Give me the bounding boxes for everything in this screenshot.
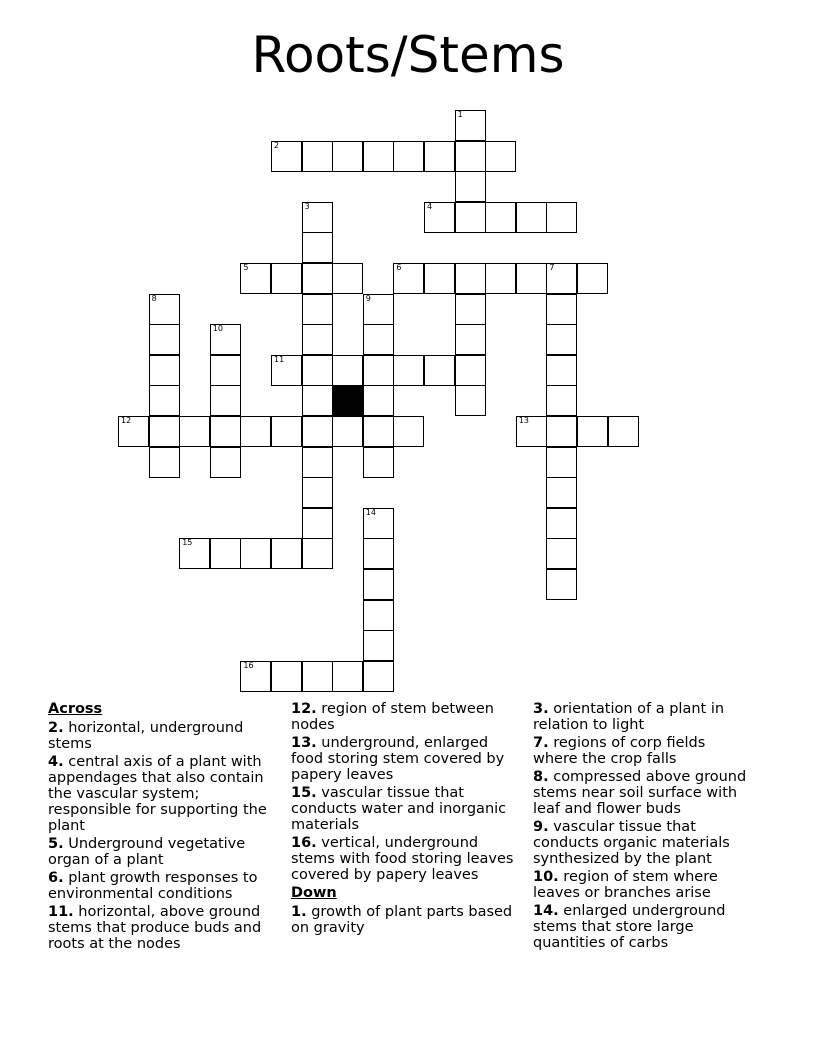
grid-cell[interactable] — [302, 263, 333, 294]
clue-number: 3. — [533, 701, 549, 717]
grid-cell[interactable] — [546, 538, 577, 569]
clue-text: horizontal, above ground stems that produce buds and roots at the nodes — [48, 904, 262, 952]
grid-cell[interactable] — [455, 355, 486, 386]
grid-cell[interactable] — [455, 202, 486, 233]
grid-cell[interactable] — [424, 263, 455, 294]
grid-cell[interactable] — [516, 263, 547, 294]
grid-cell[interactable] — [210, 538, 241, 569]
clue-number: 10. — [533, 869, 559, 885]
clue-text: vascular tissue that conducts organic materials synthesized by the plant — [533, 819, 730, 867]
down-heading: Down — [291, 885, 337, 901]
clue-number: 16. — [291, 835, 317, 851]
cell-number: 6 — [396, 263, 402, 272]
black-cell — [332, 385, 363, 416]
cell-number: 15 — [182, 538, 193, 548]
grid-cell[interactable] — [608, 416, 639, 447]
grid-cell[interactable] — [302, 355, 333, 386]
grid-cell[interactable] — [271, 538, 302, 569]
grid-cell[interactable] — [302, 294, 333, 325]
grid-cell[interactable] — [271, 263, 302, 294]
across-clue — [48, 836, 276, 868]
grid-cell[interactable] — [149, 416, 180, 447]
clue-text: horizontal, underground stems — [48, 720, 244, 752]
down-clue — [533, 869, 748, 901]
grid-cell[interactable] — [363, 385, 394, 416]
cell-number: 5 — [243, 263, 249, 272]
grid-cell[interactable] — [302, 538, 333, 569]
clue-text: growth of plant parts based on gravity — [291, 904, 513, 936]
grid-cell[interactable] — [302, 416, 333, 447]
grid-cell[interactable] — [363, 416, 394, 447]
clue-text: regions of corp fields where the crop falls — [533, 735, 706, 767]
grid-cell[interactable] — [546, 569, 577, 600]
grid-cell[interactable] — [485, 141, 516, 172]
grid-cell[interactable] — [302, 385, 333, 416]
grid-cell[interactable] — [393, 141, 424, 172]
across-clue — [48, 904, 276, 952]
across-clue — [291, 835, 517, 883]
grid-cell[interactable] — [149, 385, 180, 416]
clue-number: 2. — [48, 720, 64, 736]
clue-text: plant growth responses to environmental conditions — [48, 870, 258, 902]
cell-number: 16 — [243, 660, 254, 670]
clue-number: 15. — [291, 785, 317, 801]
down-clue — [533, 701, 748, 733]
grid-cell[interactable] — [271, 355, 302, 386]
grid-cell[interactable] — [149, 324, 180, 355]
clue-column-2 — [291, 701, 517, 938]
grid-cell[interactable] — [363, 294, 394, 325]
grid-cell[interactable] — [210, 416, 241, 447]
grid-cell[interactable] — [179, 538, 210, 569]
cell-number: 8 — [151, 293, 157, 303]
grid-cell[interactable] — [118, 416, 149, 447]
across-heading: Across — [48, 701, 103, 717]
grid-cell[interactable] — [455, 171, 486, 202]
grid-cell[interactable] — [424, 355, 455, 386]
grid-cell[interactable] — [455, 385, 486, 416]
grid-cell[interactable] — [516, 416, 547, 447]
grid-cell[interactable] — [577, 263, 608, 294]
cell-number: 10 — [212, 324, 223, 334]
clue-text: Underground vegetative organ of a plant — [48, 836, 246, 868]
grid-cell[interactable] — [302, 202, 333, 233]
clue-number: 7. — [533, 735, 549, 751]
grid-cell[interactable] — [516, 202, 547, 233]
grid-cell[interactable] — [546, 385, 577, 416]
grid-cell[interactable] — [302, 477, 333, 508]
grid-cell[interactable] — [302, 447, 333, 478]
grid-cell[interactable] — [332, 355, 363, 386]
down-clue — [533, 769, 748, 817]
grid-cell[interactable] — [546, 294, 577, 325]
clue-column-1 — [48, 701, 276, 954]
grid-cell[interactable] — [577, 416, 608, 447]
cell-number: 14 — [365, 507, 376, 517]
across-clue — [48, 754, 276, 834]
grid-cell[interactable] — [393, 355, 424, 386]
grid-cell[interactable] — [393, 263, 424, 294]
grid-cell[interactable] — [302, 508, 333, 539]
grid-cell[interactable] — [240, 263, 271, 294]
grid-cell[interactable] — [271, 141, 302, 172]
grid-cell[interactable] — [363, 661, 394, 692]
grid-cell[interactable] — [271, 416, 302, 447]
cell-number: 3 — [304, 201, 310, 211]
clue-text: orientation of a plant in relation to light — [533, 701, 725, 733]
grid-cell[interactable] — [302, 141, 333, 172]
down-clue — [533, 819, 748, 867]
grid-cell[interactable] — [240, 416, 271, 447]
grid-cell[interactable] — [455, 141, 486, 172]
cell-number: 2 — [274, 140, 280, 150]
grid-cell[interactable] — [332, 141, 363, 172]
grid-cell[interactable] — [271, 661, 302, 692]
page-title: Roots/Stems — [251, 26, 565, 84]
grid-cell[interactable] — [546, 324, 577, 355]
clue-number: 5. — [48, 836, 64, 852]
grid-cell[interactable] — [302, 324, 333, 355]
across-clue — [291, 785, 517, 833]
grid-cell[interactable] — [363, 447, 394, 478]
grid-cell[interactable] — [455, 110, 486, 141]
down-clue — [533, 735, 748, 767]
grid-cell[interactable] — [332, 263, 363, 294]
grid-cell[interactable] — [546, 355, 577, 386]
grid-cell[interactable] — [424, 141, 455, 172]
grid-cell[interactable] — [546, 477, 577, 508]
grid-cell[interactable] — [332, 661, 363, 692]
clue-text: underground, enlarged food storing stem covered by papery leaves — [291, 735, 505, 783]
grid-cell[interactable] — [363, 538, 394, 569]
clue-number: 13. — [291, 735, 317, 751]
grid-cell[interactable] — [302, 661, 333, 692]
grid-cell[interactable] — [363, 600, 394, 631]
clue-text: central axis of a plant with appendages that also contain the vascular system; responsible for supporting the plant — [48, 754, 267, 834]
grid-cell[interactable] — [363, 569, 394, 600]
grid-cell[interactable] — [210, 355, 241, 386]
clue-number: 6. — [48, 870, 64, 886]
grid-cell[interactable] — [149, 447, 180, 478]
clue-column-3 — [533, 701, 748, 953]
grid-cell[interactable] — [302, 232, 333, 263]
grid-cell[interactable] — [332, 416, 363, 447]
grid-cell[interactable] — [546, 416, 577, 447]
cell-number: 7 — [549, 263, 555, 272]
grid-cell[interactable] — [240, 538, 271, 569]
clue-number: 9. — [533, 819, 549, 835]
clue-text: region of stem where leaves or branches arise — [533, 869, 718, 901]
grid-cell[interactable] — [363, 355, 394, 386]
cell-number: 4 — [427, 201, 433, 211]
grid-cell[interactable] — [546, 263, 577, 294]
grid-cell[interactable] — [546, 447, 577, 478]
clue-text: enlarged underground stems that store large quantities of carbs — [533, 903, 726, 951]
clue-number: 12. — [291, 701, 317, 717]
cell-number: 13 — [518, 416, 529, 425]
cell-number: 1 — [457, 110, 463, 119]
clue-text: vertical, underground stems with food storing leaves covered by papery leaves — [291, 835, 514, 883]
grid-cell[interactable] — [363, 324, 394, 355]
across-clue — [291, 701, 517, 733]
clue-text: region of stem between nodes — [291, 701, 494, 733]
cell-number: 9 — [365, 293, 371, 303]
down-clue — [291, 904, 517, 936]
down-clue — [533, 903, 748, 951]
grid-cell[interactable] — [546, 202, 577, 233]
grid-cell[interactable] — [546, 508, 577, 539]
clue-number: 4. — [48, 754, 64, 770]
grid-cell[interactable] — [455, 324, 486, 355]
clue-number: 8. — [533, 769, 549, 785]
across-clue — [291, 735, 517, 783]
grid-cell[interactable] — [210, 447, 241, 478]
grid-cell[interactable] — [210, 385, 241, 416]
grid-cell[interactable] — [149, 355, 180, 386]
cell-number: 11 — [274, 354, 285, 364]
clue-text: vascular tissue that conducts water and inorganic materials — [291, 785, 507, 833]
clue-number: 14. — [533, 903, 559, 919]
grid-cell[interactable] — [149, 294, 180, 325]
grid-cell[interactable] — [363, 508, 394, 539]
grid-cell[interactable] — [485, 202, 516, 233]
grid-cell[interactable] — [363, 141, 394, 172]
grid-cell[interactable] — [179, 416, 210, 447]
across-clue — [48, 720, 276, 752]
across-clue — [48, 870, 276, 902]
grid-cell[interactable] — [210, 324, 241, 355]
grid-cell[interactable] — [393, 416, 424, 447]
cell-number: 12 — [121, 416, 132, 425]
grid-cell[interactable] — [240, 661, 271, 692]
grid-cell[interactable] — [424, 202, 455, 233]
grid-cell[interactable] — [485, 263, 516, 294]
grid-cell[interactable] — [455, 263, 486, 294]
clue-text: compressed above ground stems near soil surface with leaf and flower buds — [533, 769, 747, 817]
clue-number: 1. — [291, 904, 307, 920]
clue-number: 11. — [48, 904, 74, 920]
grid-cell[interactable] — [363, 630, 394, 661]
grid-cell[interactable] — [455, 294, 486, 325]
